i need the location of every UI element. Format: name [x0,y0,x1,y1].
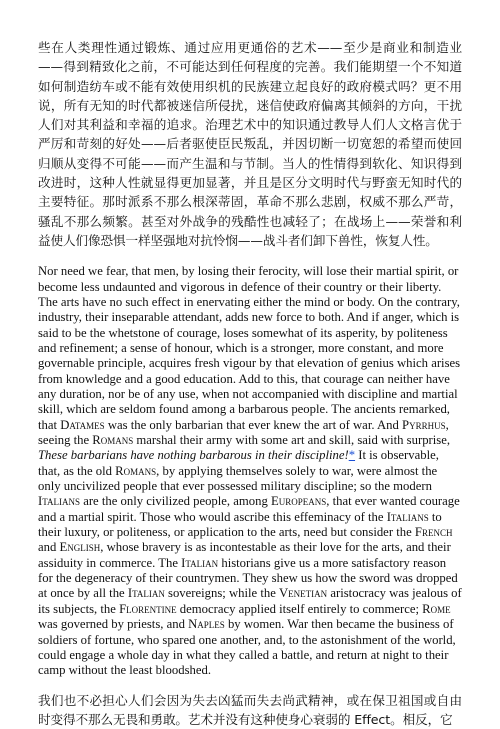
name-english: English [59,540,101,555]
text-run: Nor need we fear, that men, by losing their ferocity, will lose their martial spirit, or become less undaunted and vigorous in defence of their country or their liberty. The arts have no such effect in enervating either the mind or body. On the contrary, industry, their inseparable attendant, adds new force to both. And if anger, which is said to be the whetstone of courage, loses somewhat of its asperity, by politeness and refinement; a sense of honour, which is a stronger, more constant, and more governable principle, acquires fresh vigour by that elevation of genius which arises from knowledge and a good education. Add to this, that courage can neither have any duration, nor be of any use, when not accompanied with discipline and martial skill, which are seldom found among a barbarous people. The ancients remarked, that [38,264,461,432]
name-venetian: Venetian [279,586,328,601]
name-romans: Romans [115,463,157,478]
chinese-paragraph-1: 些在人类理性通过锻炼、通过应用更通俗的艺术——至少是商业和制造业——得到精致化之前，不可能达到任何程度的完善。我们能期望一个不知道如何制造纺车或不能有效使用织机的民族建立起良好的政府模式吗？更不用说，所有无知的时代都被迷信所侵扰，迷信使政府偏离其倾斜的方向，干扰人们对其利益和幸福的追求。治理艺术中的知识通过教导人们人文格言优于严厉和苛刻的好处——后者驱使臣民叛乱，并因切断一切宽恕的希望而使回归顺从变得不可能——而产生温和与节制。当人的性情得到软化、知识得到改进时，这种人性就显得更加显著，并且是区分文明时代与野蛮无知时代的主要特征。那时派系不那么根深蒂固，革命不那么悲剧，权威不那么严苛，骚乱不那么频繁。甚至对外战争的残酷性也减轻了；在战场上——荣誉和利益使人们像恐惧一样坚强地对抗怜悯——战斗者们卸下兽性，恢复人性。 [38,40,462,248]
footnote-link[interactable]: * [348,448,356,463]
text-run: historians give us a more satisfactory reason for the degeneracy of their countrymen. They shew us how the sword was dropped at once by all the [38,555,458,601]
name-pyrrhus: Pyrrhus [402,417,446,432]
text-run: marshal their army with some art and skill, said with surprise, [133,433,451,448]
text-run: democracy applied itself entirely to commerce; [176,601,423,616]
name-naples: Naples [188,617,225,632]
name-florentine: Florentine [119,601,177,616]
text-run: aristocracy was jealous of its subjects, the [38,586,462,616]
text-run: , by applying themselves solely to war, were almost the only uncivilized people that ever possessed military discipline; so the modern [38,463,438,494]
text-run: and [38,540,60,555]
name-italian: Italian [181,555,219,570]
name-italians: Italians [386,509,429,524]
text-run: was governed by priests, and [38,617,189,632]
english-paragraph [38,264,462,678]
name-romans: Romans [92,433,134,448]
text-run: are the only civilized people, among [80,494,271,509]
text-run: to their luxury, or politeness, or application to the arts, need but consider the [38,509,442,540]
name-europeans: Europeans [270,494,327,509]
text-run: by women. War then became the business of soldiers of fortune, who spared one another, and, to the astonishment of the world, could engage a whole day in what they called a battle, and return at night to their camp without the least bloodshed. [38,617,456,678]
name-italian: Italian [127,586,165,601]
name-french: French [414,525,453,540]
text-run: , that ever wanted courage and a martial spirit. Those who would ascribe this effeminacy of the [38,494,460,524]
text-run: It is observable, that, as the old [38,448,439,478]
text-run: , seeing the [38,417,449,448]
text-run: sovereigns; while the [164,586,280,601]
name-rome: Rome [422,601,451,616]
name-italians: Italians [38,494,81,509]
text-run: , whose bravery is as incontestable as their love for the arts, and their assiduity in commerce. The [38,540,451,570]
name-datames: Datames [60,417,105,432]
chinese-paragraph-2: 我们也不必担心人们会因为失去凶猛而失去尚武精神，或在保卫祖国或自由时变得不那么无畏和勇敢。艺术并没有这种使身心衰弱的 Effect。相反，它 [38,692,462,727]
quotation-italic: These barbarians have nothing barbarous in their discipline! [38,448,349,463]
text-run: was the only barbarian that ever knew the art of war. And [104,417,403,432]
